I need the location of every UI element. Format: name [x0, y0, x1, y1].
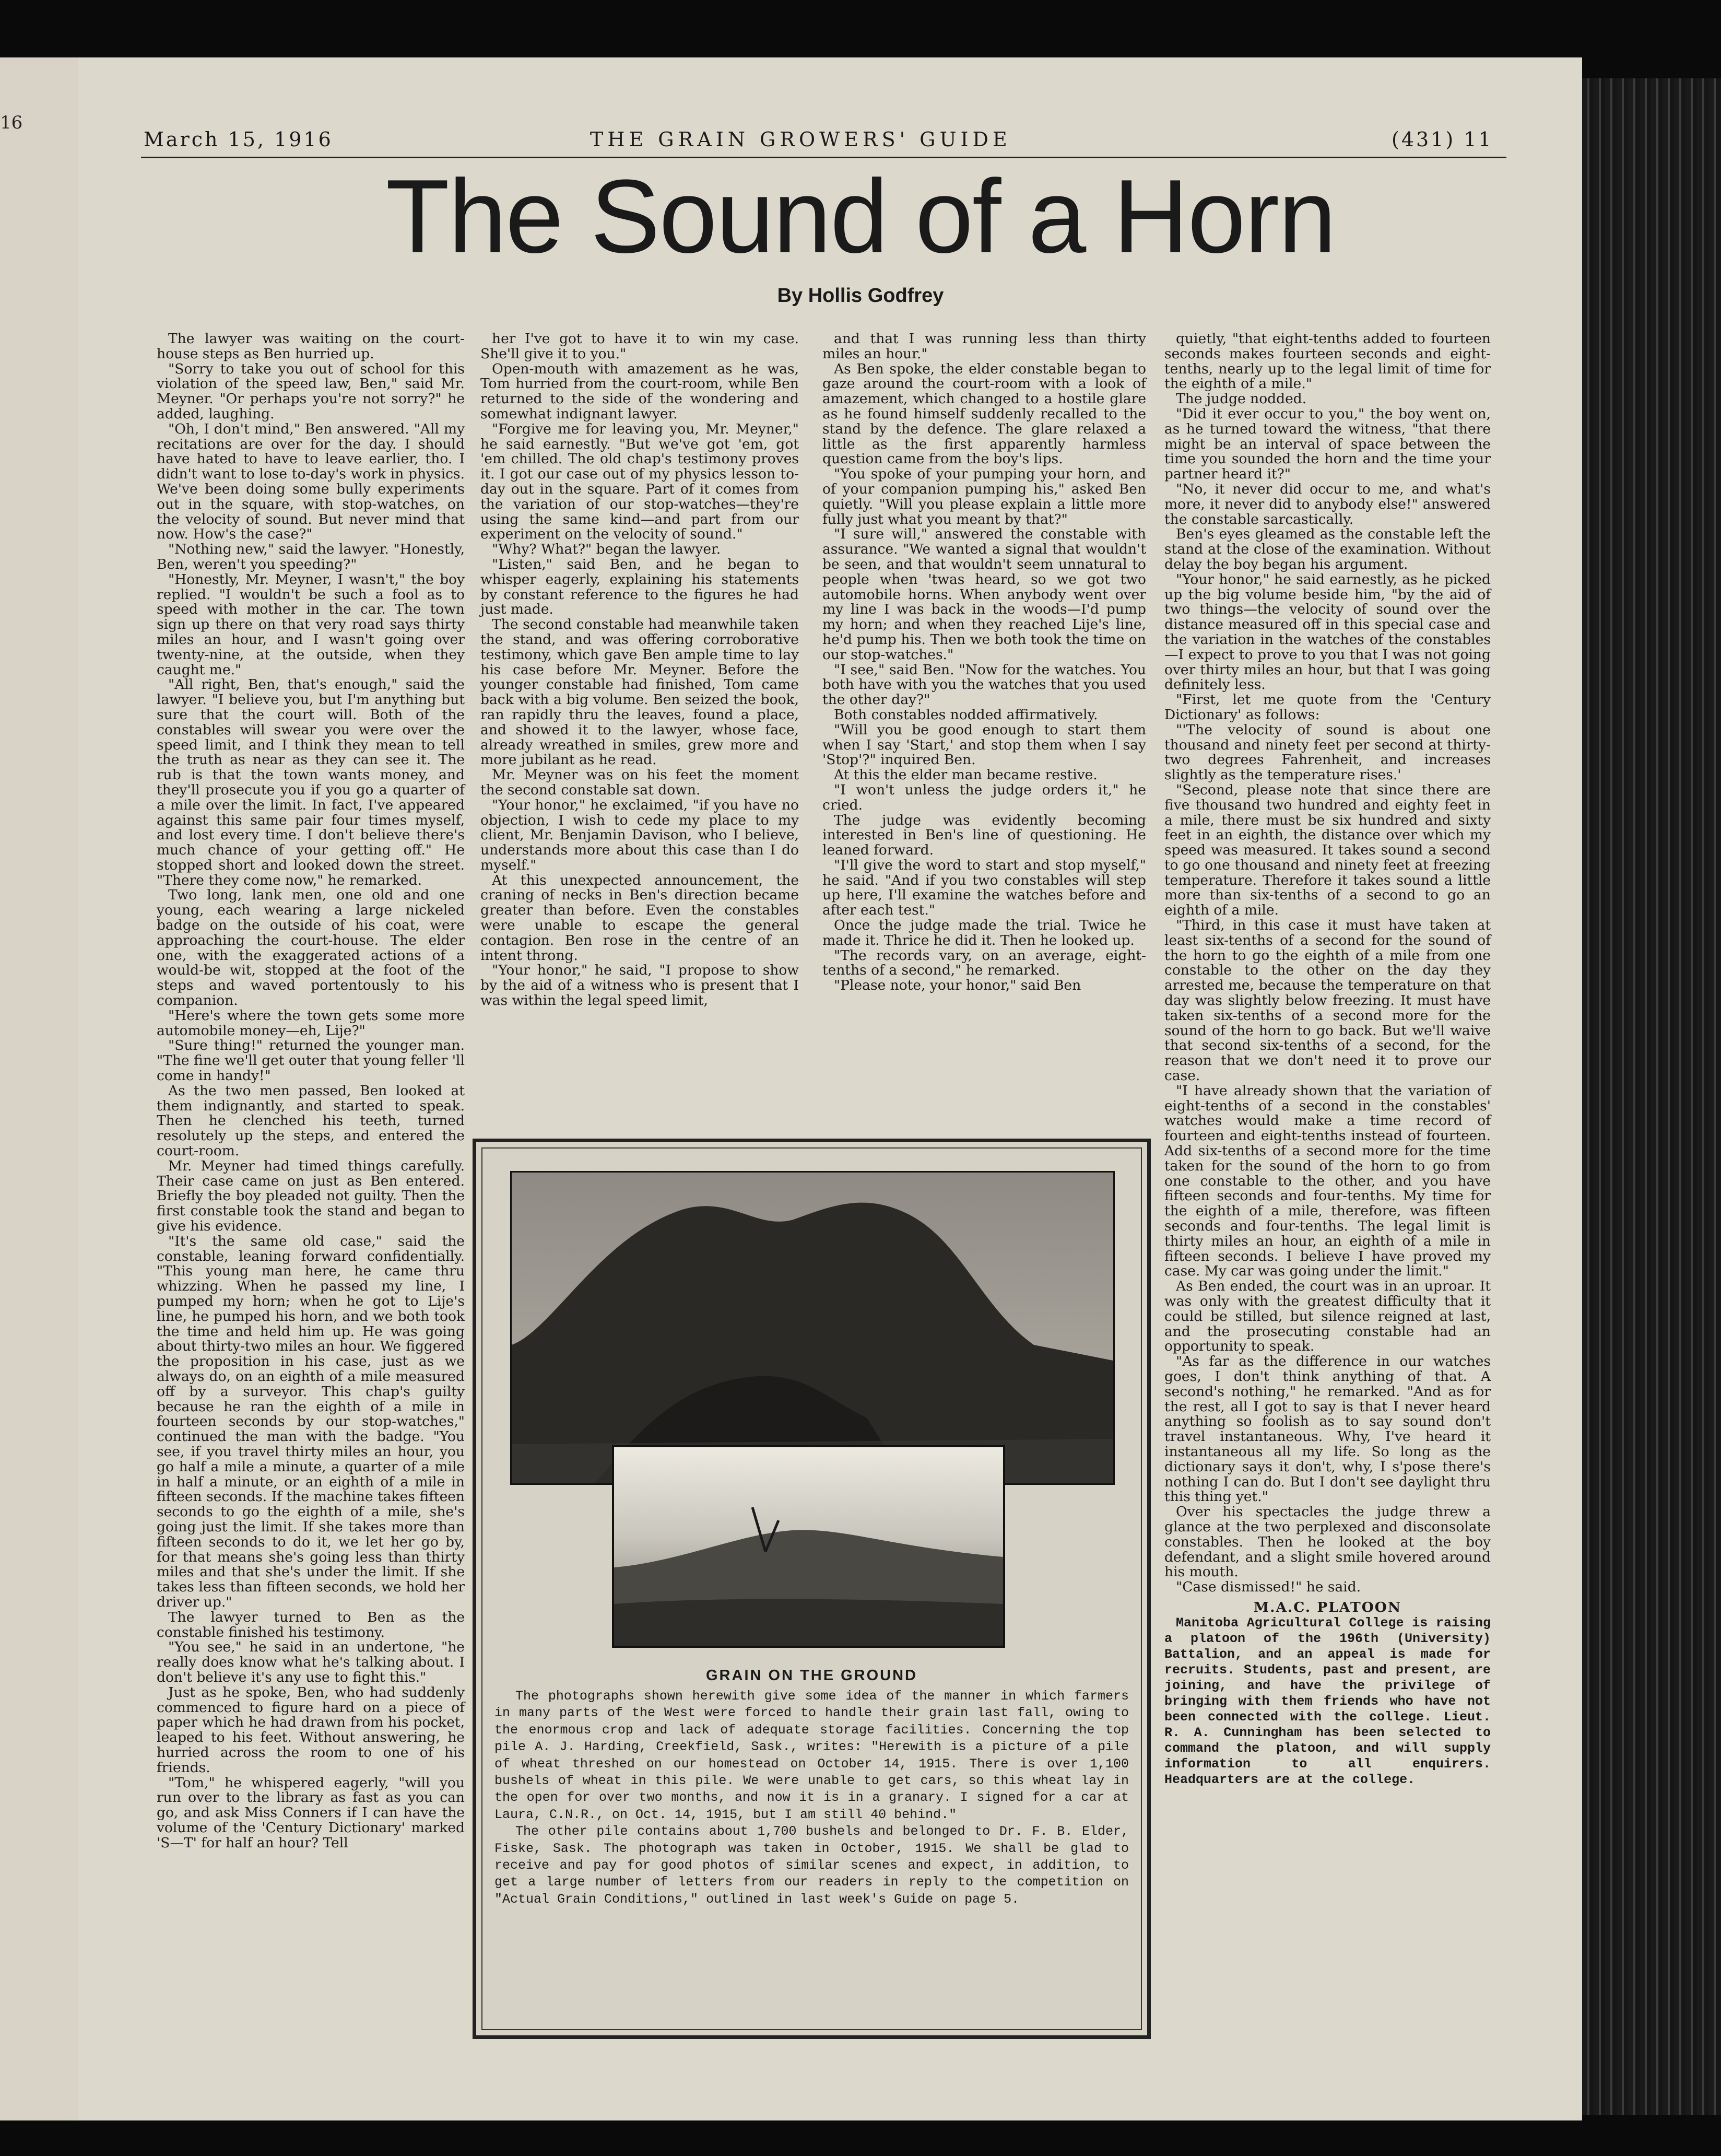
article-paragraph: At this the elder man became restive. [834, 767, 1098, 783]
article-paragraph: "All right, Ben, that's enough," said the lawyer. "I believe you, but I'm anything but sure that the court will. Both of the constables will swear you were over the speed limit, and I think they mean to tell the truth as near as they can see it. The rub is that the town wants money, and they'll prosecute you if you go a quarter of a mile over the limit. In fact, I've appeared against this same pair four times myself, and lost every time. I don't believe there's much chance of your getting off." He stopped short and looked down the street. "There they come now," he remarked. [157, 676, 465, 888]
article-paragraph: "Forgive me for leaving you, Mr. Meyner," he said earnestly. "But we've got 'em, got 'em chilled. The old chap's testimony proves it. I got our case out of my physics lesson to-day out in the square. Part of it comes from the variation of our stop-watches—they're using the same kind—and part from our experiment on the velocity of sound." [480, 420, 799, 543]
article-column-2 [480, 332, 799, 1120]
article-paragraph: Ben's eyes gleamed as the constable left the stand at the close of the examination. Without delay the boy began his argument. [1164, 526, 1491, 572]
article-paragraph: "Your honor," he said earnestly, as he picked up the big volume beside him, "by the aid of two things—the velocity of sound over the distance measured off in this special case and the variation in the watches of the constables—I expect to prove to you that I was not going over thirty miles an hour, but that I was going definitely less. [1164, 571, 1491, 693]
article-paragraph: The judge nodded. [1176, 391, 1307, 407]
article-paragraph: "No, it never did occur to me, and what's more, it never did to anybody else!" answered the constable sarcastically. [1164, 481, 1491, 528]
article-paragraph: "Oh, I don't mind," Ben answered. "All my recitations are over for the day. I should have hated to have to leave earlier, tho. I didn't want to lose to-day's work in physics. We've been doing some bully experiments out in the square, with stop-watches, on the velocity of sound. But never mind that now. How's the case?" [157, 420, 465, 543]
article-paragraph: The judge was evidently becoming interested in Ben's line of questioning. He leaned forward. [822, 812, 1146, 859]
article-column-4 [1164, 332, 1491, 2055]
article-paragraph: "Please note, your honor," said Ben [834, 977, 1081, 994]
article-paragraph: "Second, please note that since there are five thousand two hundred and eighty feet in a mile, there must be six hundred and sixty feet in an eighth, the distance over which my speed was measured. It takes sound a second to go one thousand and ninety feet at freezing temperature. Therefore it takes sound a little more than six-tenths of a second to go an eighth of a mile. [1164, 781, 1491, 919]
article-paragraph: "The records vary, on an average, eight-tenths of a second," he remarked. [822, 947, 1146, 979]
photo-caption-paragraph: The other pile contains about 1,700 bushels and belonged to Dr. F. B. Elder, Fiske, Sask. The photograph was taken in October, 1915. We shall be glad to receive and pay for good photos of similar scenes and expect, in addition, to get a large number of letters from our readers in reply to the competition on "Actual Grain Conditions," outlined in last week's Guide on page 5. [494, 1824, 1129, 1907]
header-page-number: (431) 11 [1392, 128, 1493, 151]
mac-platoon-heading: M.A.C. PLATOON [1253, 1599, 1402, 1615]
article-paragraph: quietly, "that eight-tenths added to fourteen seconds makes fourteen seconds and eight-tenths, nearly up to the legal limit of time for the eighth of a mile." [1164, 331, 1491, 392]
article-paragraph: "Listen," said Ben, and he began to whisper eagerly, explaining his statements by constant reference to the figures he had just made. [480, 556, 799, 618]
article-paragraph: "Here's where the town gets some more automobile money—eh, Lije?" [157, 1007, 465, 1039]
article-paragraph: Two long, lank men, one old and one young, each wearing a large nickeled badge on the outside of his coat, were approaching the court-house. The elder one, with the exaggerated actions of a would-be wit, stopped at the foot of the steps and waved portentously to his companion. [157, 887, 465, 1009]
article-paragraph: The lawyer was waiting on the court-house steps as Ben hurried up. [157, 331, 465, 362]
article-paragraph: Mr. Meyner had timed things carefully. Their case came on just as Ben entered. Briefly the boy pleaded not guilty. Then the first constable took the stand and began to give his evidence. [157, 1157, 465, 1235]
article-paragraph: Over his spectacles the judge threw a glance at the two perplexed and disconsolate constables. Then he looked at the boy defendant, and a slight smile hovered around his mouth. [1164, 1504, 1491, 1580]
photo-feature-box [473, 1139, 1151, 2039]
left-page-edge [0, 57, 80, 2120]
article-paragraph: "I see," said Ben. "Now for the watches. You both have with you the watches that you used the other day?" [822, 661, 1146, 708]
article-paragraph: her I've got to have it to win my case. She'll give it to you." [480, 331, 799, 362]
photo-caption-paragraph: The photographs shown herewith give some idea of the manner in which farmers in many parts of the West were forced to handle their grain last fall, owing to the enormous crop and lack of adequate storage facilities. Concerning the top pile A. J. Harding, Creekfield, Sask., writes: "Herewith is a picture of a pile of wheat threshed on our homestead on October 14, 1915. There is over 1,100 bushels of wheat in this pile. We were unable to get cars, so this wheat lay in the open for over two months, and now it is in a granary. I signed for a car at Laura, C.N.R., on Oct. 14, 1915, but I am still 40 behind." [494, 1689, 1129, 1822]
article-paragraph: "Honestly, Mr. Meyner, I wasn't," the boy replied. "I wouldn't be such a fool as to speed with mother in the car. The town sign up there on that very road says thirty miles an hour, and I wasn't going over twenty-nine, at the outside, when they caught me." [157, 571, 465, 678]
article-paragraph: Once the judge made the trial. Twice he made it. Thrice he did it. Then he looked up. [822, 917, 1146, 948]
article-paragraph: "Sorry to take you out of school for this violation of the speed law, Ben," said Mr. Meyner. "Or perhaps you're not sorry?" he added, laughing. [157, 360, 465, 422]
mac-platoon-text: Manitoba Agricultural College is raising a platoon of the 196th (University) Battalion, and an appeal is made for recruits. Students, past and present, are joining, and have the privilege of bringing with them friends who have not been connected with the college. Lieut. R. A. Cunningham has been selected to command the platoon, and will supply information to all enquirers. Headquarters are at the college. [1164, 1615, 1491, 1787]
article-paragraph: "Tom," he whispered eagerly, "will you run over to the library as fast as you can go, and ask Miss Conners if I can have the volume of the 'Century Dictionary' marked 'S—T' for half an hour? Tell [157, 1774, 465, 1851]
photo-caption [494, 1688, 1129, 1908]
article-column-3 [822, 332, 1146, 1120]
article-paragraph: "As far as the difference in our watches goes, I don't think anything of that. A second's nothing," he remarked. "And as for the rest, all I got to say is that I never heard anything so foolish as to say sound don't travel instantaneous. Why, I've heard it instantaneous all my life. So long as the dictionary says it don't, why, I s'pose there's nothing I can do. But I don't see daylight thru this thing yet." [1164, 1353, 1491, 1505]
article-paragraph: "Case dismissed!" he said. [1176, 1579, 1361, 1596]
article-paragraph: As Ben ended, the court was in an uproar. It was only with the greatest difficulty that it could be stilled, but silence reigned at last, and the prosecuting constable had an opportunity to speak. [1164, 1278, 1491, 1355]
article-paragraph: "I have already shown that the variation of eight-tenths of a second in the constables' watches would make a time record of fourteen and eight-tenths instead of fourteen. Add six-tenths of a second more for the time taken for the sound of the horn to go from one constable to the other, and you have fifteen seconds and four-tenths. My time for the eighth of a mile, therefore, was fifteen seconds and four-tenths. The legal limit is thirty miles an hour, an eighth of a mile in fifteen seconds. I believe I have proved my case. My car was going under the limit." [1164, 1082, 1491, 1280]
article-paragraph: "'The velocity of sound is about one thousand and ninety feet per second at thirty-two degrees Fahrenheit, and increases slightly as the temperature rises.' [1164, 721, 1491, 783]
article-paragraph: The lawyer turned to Ben as the constable finished his testimony. [157, 1609, 465, 1641]
article-paragraph: "Third, in this case it must have taken at least six-tenths of a second for the sound of the horn to go the eighth of a mile from one constable to the other on the day they arrested me, because the temperature on that day was slightly below freezing. It must have taken six-tenths of a second more for the sound of the horn to go back. But we'll waive that second six-tenths of a second, for the reason that we don't need it to prove our case. [1164, 917, 1491, 1084]
article-column-1 [157, 332, 465, 2050]
article-paragraph: "Why? What?" began the lawyer. [492, 541, 721, 558]
article-paragraph: "It's the same old case," said the constable, leaning forward confidentially. "This young man here, he came thru whizzing. When he passed my line, I pumped my horn; when he got to Lije's line, he pumped his horn, and we both took the time and held him up. He was going about thirty-two miles an hour. We figgered the proposition in his case, just as we always do, on an eighth of a mile measured off by a surveyor. This chap's guilty because he ran the eighth of a mile in fourteen seconds by our stop-watches," continued the man with the badge. "You see, if you travel thirty miles an hour, you go half a mile a minute, a quarter of a mile in half a minute, or an eighth of a mile in fifteen seconds. If the machine takes fifteen seconds to go the eighth of a mile, she's going just the limit. If she takes more than fifteen seconds to do it, we let her go by, for that means she's going less than thirty miles and that she's under the limit. If she takes less than fifteen seconds, we hold her driver up." [157, 1233, 465, 1610]
mac-platoon-notice [1164, 1600, 1491, 1788]
article-paragraph: At this unexpected announcement, the craning of necks in Ben's direction became greater than before. Even the constables were unable to escape the general contagion. Ben rose in the centre of an intent throng. [480, 872, 799, 964]
article-paragraph: Both constables nodded affirmatively. [834, 706, 1098, 723]
article-paragraph: "I won't unless the judge orders it," he cried. [822, 781, 1146, 813]
article-paragraph: "Did it ever occur to you," the boy went on, as he turned toward the witness, "that there might be an interval of space between the time you sounded the horn and the time your partner heard it?" [1164, 405, 1491, 483]
article-byline: By Hollis Godfrey [777, 285, 944, 307]
article-paragraph: "Will you be good enough to start them when I say 'Start,' and stop them when I say 'Stop'?" inquired Ben. [822, 721, 1146, 768]
grain-pile-photo-bottom [612, 1445, 1005, 1648]
article-paragraph: As Ben spoke, the elder constable began to gaze around the court-room with a look of amazement, which changed to a hostile glare as he found himself suddenly recalled to the stand by the defence. The glare relaxed a little as the first apparently harmless question came from the boy's lips. [822, 360, 1146, 467]
article-paragraph: "Your honor," he said, "I propose to show by the aid of a witness who is present that I was within the legal speed limit, [480, 962, 799, 1009]
left-page-number: 16 [0, 112, 23, 133]
article-paragraph: "I sure will," answered the constable with assurance. "We wanted a signal that wouldn't be seen, and that wouldn't seem unnatural to people when 'twas heard, so we got two automobile horns. When anybody went over my line I was back in the woods—I'd pump my horn; and when they reached Lije's line, he'd pump his. Then we both took the time on our stop-watches." [822, 526, 1146, 663]
grain-pile-photo-top [510, 1171, 1115, 1485]
article-paragraph: "Nothing new," said the lawyer. "Honestly, Ben, weren't you speeding?" [157, 541, 465, 572]
article-paragraph: "You spoke of your pumping your horn, and of your companion pumping his," asked Ben quietly. "Will you please explain a little more fully just what you meant by that?" [822, 466, 1146, 528]
article-paragraph: and that I was running less than thirty miles an hour." [822, 331, 1146, 362]
page-stack-edges [1582, 78, 1721, 2115]
article-paragraph: The second constable had meanwhile taken the stand, and was offering corroborative testimony, which gave Ben ample time to lay his case before Mr. Meyner. Before the younger constable had finished, Tom came back with a big volume. Ben seized the book, ran rapidly thru the leaves, found a place, and showed it to the lawyer, whose face, already wreathed in smiles, grew more and more jubilant as he read. [480, 616, 799, 768]
article-paragraph: Just as he spoke, Ben, who had suddenly commenced to figure hard on a piece of paper which he had drawn from his pocket, leaped to his feet. Without answering, he hurried across the room to one of his friends. [157, 1684, 465, 1776]
article-paragraph: "Your honor," he exclaimed, "if you have no objection, I wish to cede my place to my client, Mr. Benjamin Davison, who I believe, understands more about this case than I do myself." [480, 796, 799, 873]
article-paragraph: As the two men passed, Ben looked at them indignantly, and started to speak. Then he clenched his teeth, turned resolutely up the steps, and entered the court-room. [157, 1082, 465, 1159]
header-date: March 15, 1916 [144, 128, 333, 151]
photo-caption-title: GRAIN ON THE GROUND [706, 1667, 917, 1684]
article-paragraph: "First, let me quote from the 'Century Dictionary' as follows: [1164, 692, 1491, 723]
article-title: The Sound of a Horn [385, 158, 1336, 275]
header-publication: THE GRAIN GROWERS' GUIDE [590, 128, 1011, 151]
article-paragraph: Open-mouth with amazement as he was, Tom hurried from the court-room, while Ben returned to the side of the wondering and somewhat indignant lawyer. [480, 360, 799, 422]
article-paragraph: "I'll give the word to start and stop myself," he said. "And if you two constables will step up here, I'll examine the watches before and after each test." [822, 857, 1146, 919]
article-paragraph: Mr. Meyner was on his feet the moment the second constable sat down. [480, 767, 799, 798]
article-paragraph: "You see," he said in an undertone, "he really does know what he's talking about. I don't believe it's any use to fight this." [157, 1639, 465, 1685]
article-paragraph: "Sure thing!" returned the younger man. "The fine we'll get outer that young feller 'll come in handy!" [157, 1037, 465, 1084]
